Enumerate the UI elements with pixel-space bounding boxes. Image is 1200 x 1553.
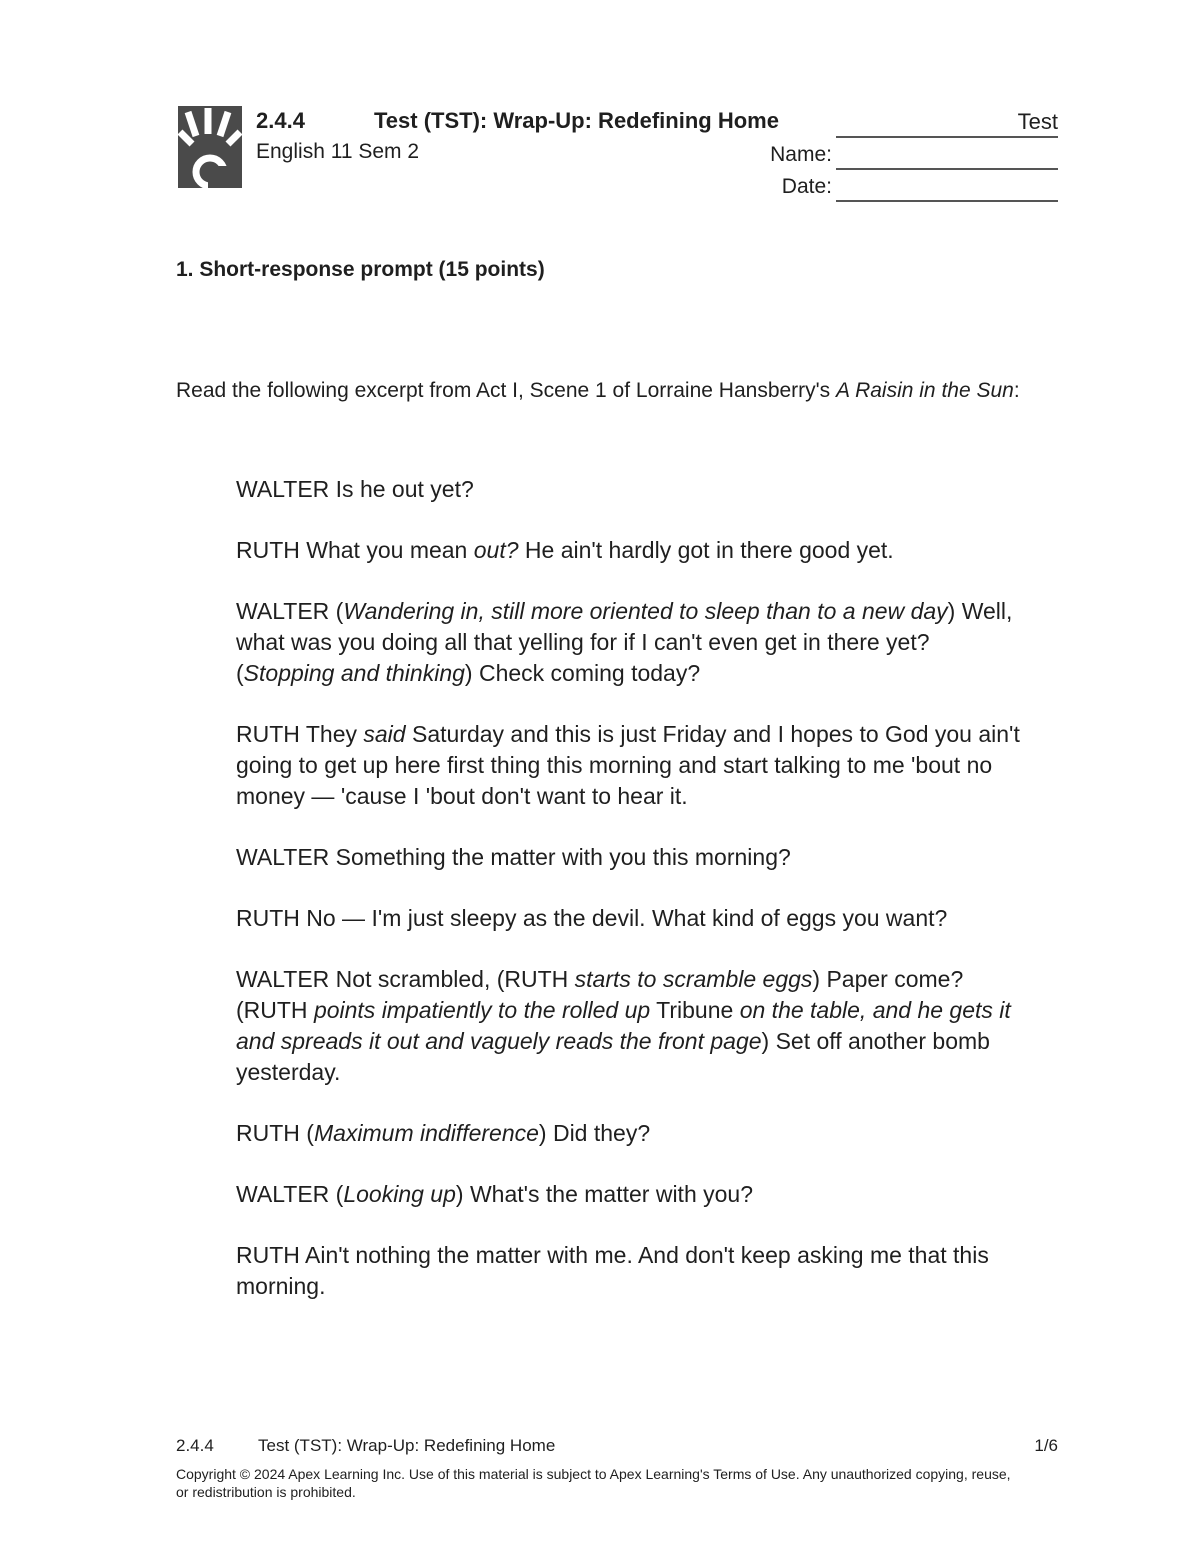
- dialogue-text: Tribune: [650, 997, 740, 1023]
- dialogue-text: WALTER (: [236, 1181, 344, 1207]
- dialogue-text: Saturday and this is just Friday and I hopes to God you ain't going to get up here first thing this morning and start talking to me 'bout no money — 'cause I 'bout don't want to hear it.: [236, 721, 1020, 809]
- test-type: Test: [1017, 109, 1058, 134]
- stage-direction: Maximum indifference: [313, 1120, 539, 1146]
- dialogue-text: RUTH No — I'm just sleepy as the devil. What kind of eggs you want?: [236, 905, 948, 931]
- name-field[interactable]: [836, 168, 1058, 170]
- stage-direction: on the table, and he gets it and spreads it out and vaguely reads the front page: [236, 997, 1011, 1054]
- copyright-notice: Copyright © 2024 Apex Learning Inc. Use of this material is subject to Apex Learning's Terms of Use. Any unauthorized copying, reuse, or redistribution is prohibited.: [176, 1466, 1011, 1500]
- excerpt-line: [236, 842, 1026, 873]
- question-intro: [176, 370, 1066, 411]
- dialogue-text: WALTER Is he out yet?: [236, 476, 474, 502]
- page-number: 1/6: [1034, 1436, 1058, 1455]
- excerpt-line: [236, 1118, 1026, 1149]
- excerpt-line: [236, 719, 1026, 812]
- stage-direction: out?: [473, 537, 519, 563]
- dialogue-text: ) Paper come? (RUTH: [236, 966, 964, 1023]
- dialogue-text: He ain't hardly got in there good yet.: [518, 537, 894, 563]
- excerpt-line: [236, 474, 1026, 505]
- date-field[interactable]: [836, 200, 1058, 202]
- dialogue-text: RUTH Ain't nothing the matter with me. And don't keep asking me that this morning.: [236, 1242, 989, 1299]
- dialogue-text: WALTER (: [236, 598, 344, 624]
- dialogue-text: ) Well, what was you doing all that yelling for if I can't even get in there yet? (: [236, 598, 1013, 686]
- apex-logo-icon: [178, 106, 242, 188]
- dialogue-text: ) Did they?: [538, 1120, 651, 1146]
- stage-direction: Stopping and thinking: [243, 660, 465, 686]
- date-label: Date:: [781, 175, 832, 198]
- dialogue-text: RUTH What you mean: [236, 537, 474, 563]
- footer-title: Test (TST): Wrap-Up: Redefining Home: [258, 1436, 556, 1455]
- stage-direction: said: [363, 721, 406, 747]
- question-heading: 1. Short-response prompt (15 points): [176, 258, 545, 281]
- stage-direction: starts to scramble eggs: [574, 966, 813, 992]
- course-name: English 11 Sem 2: [256, 140, 420, 163]
- lesson-code: 2.4.4: [256, 108, 305, 133]
- excerpt-line: [236, 1179, 1026, 1210]
- stage-direction: Wandering in, still more oriented to sleep than to a new day: [343, 598, 948, 624]
- header-rule: [836, 136, 1058, 138]
- dialogue-text: RUTH (: [236, 1120, 314, 1146]
- excerpt-line: [236, 964, 1026, 1088]
- excerpt-line: [236, 903, 1026, 934]
- dialogue-text: ) Set off another bomb yesterday.: [236, 1028, 990, 1085]
- excerpt-line: [236, 535, 1026, 566]
- excerpt-line: [236, 596, 1026, 689]
- dialogue-text: WALTER Something the matter with you this morning?: [236, 844, 791, 870]
- stage-direction: Looking up: [343, 1181, 456, 1207]
- play-title: A Raisin in the Sun: [836, 379, 1014, 402]
- dialogue-text: ) Check coming today?: [464, 660, 701, 686]
- excerpt-line: [236, 1240, 1026, 1302]
- dialogue-text: ) What's the matter with you?: [455, 1181, 754, 1207]
- intro-punctuation: :: [1013, 379, 1020, 402]
- test-title: Test (TST): Wrap-Up: Redefining Home: [374, 108, 779, 133]
- footer-code: 2.4.4: [176, 1436, 214, 1455]
- play-excerpt: [236, 474, 1026, 1332]
- dialogue-text: RUTH They: [236, 721, 364, 747]
- stage-direction: points impatiently to the rolled up: [313, 997, 651, 1023]
- intro-text: Read the following excerpt from Act I, Scene 1 of Lorraine Hansberry's: [176, 379, 837, 402]
- dialogue-text: WALTER Not scrambled, (RUTH: [236, 966, 575, 992]
- name-label: Name:: [770, 143, 832, 166]
